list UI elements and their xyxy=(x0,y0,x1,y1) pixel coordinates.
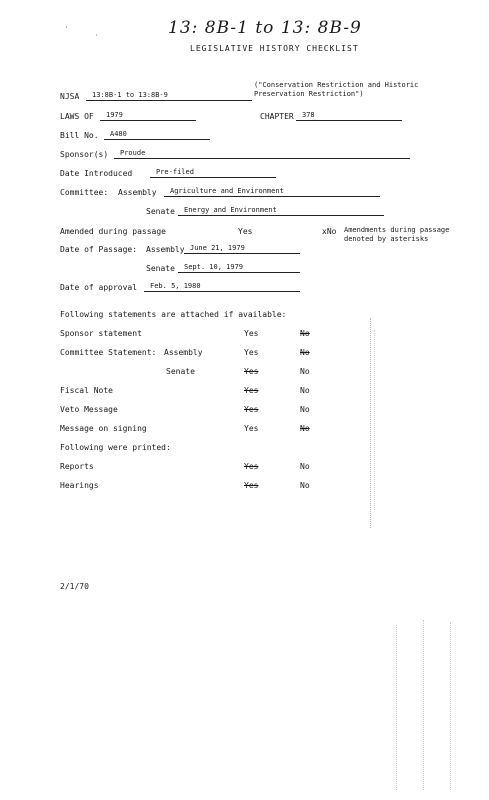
njsa-value: 13:8B-1 to 13:8B-9 xyxy=(86,91,252,101)
committee-label: Committee: xyxy=(60,188,109,197)
njsa-description: ("Conservation Restriction and Historic Preservation Restriction") xyxy=(254,81,419,98)
statement-committee-assembly: Assembly xyxy=(164,348,203,357)
statement-signing-label: Message on signing xyxy=(60,424,147,433)
chapter-label: CHAPTER xyxy=(260,112,294,121)
printed-heading: Following were printed: xyxy=(60,443,171,452)
bill-no-value: A480 xyxy=(104,130,210,140)
date-introduced-label: Date Introduced xyxy=(60,169,133,178)
committee-assembly-label: Assembly xyxy=(118,188,157,197)
committee-assembly-value: Agriculture and Environment xyxy=(164,187,380,197)
printed-hearings-yes: Yes xyxy=(244,481,259,490)
statement-veto-label: Veto Message xyxy=(60,405,118,414)
statement-sponsor-no: No xyxy=(300,329,310,338)
handwritten-title: 13: 8B-1 to 13: 8B-9 xyxy=(168,18,362,38)
statement-veto-yes: Yes xyxy=(244,405,259,414)
statement-committee-senate: Senate xyxy=(166,367,195,376)
laws-of-label: LAWS OF xyxy=(60,112,94,121)
statement-fiscal-label: Fiscal Note xyxy=(60,386,113,395)
passage-assembly-value: June 21, 1979 xyxy=(184,244,300,254)
laws-of-value: 1979 xyxy=(100,111,196,121)
amended-label: Amended during passage xyxy=(60,227,166,236)
printed-reports-no: No xyxy=(300,462,310,471)
statement-veto-no: No xyxy=(300,405,310,414)
amended-yes: Yes xyxy=(238,227,253,236)
passage-assembly-label: Assembly xyxy=(146,245,185,254)
footer-date: 2/1/70 xyxy=(60,582,89,591)
bill-no-label: Bill No. xyxy=(60,131,99,140)
checklist-title: LEGISLATIVE HISTORY CHECKLIST xyxy=(190,44,359,53)
statement-fiscal-yes: Yes xyxy=(244,386,259,395)
printed-reports-yes: Yes xyxy=(244,462,259,471)
printed-hearings-label: Hearings xyxy=(60,481,99,490)
statement-committee-assembly-no: No xyxy=(300,348,310,357)
approval-label: Date of approval xyxy=(60,283,138,292)
statement-committee-assembly-yes: Yes xyxy=(244,348,259,357)
njsa-label: NJSA xyxy=(60,92,80,101)
statement-sponsor-label: Sponsor statement xyxy=(60,329,142,338)
statement-committee-label: Committee Statement: xyxy=(60,348,157,357)
sponsors-value: Proude xyxy=(114,149,410,159)
approval-value: Feb. 5, 1980 xyxy=(144,282,300,292)
statement-committee-senate-yes: Yes xyxy=(244,367,259,376)
amended-note: Amendments during passage denoted by asterisks xyxy=(344,226,450,243)
committee-senate-value: Energy and Environment xyxy=(178,206,384,216)
chapter-value: 378 xyxy=(296,111,402,121)
passage-label: Date of Passage: xyxy=(60,245,138,254)
statement-signing-yes: Yes xyxy=(244,424,259,433)
statement-sponsor-yes: Yes xyxy=(244,329,259,338)
amended-no: xNo xyxy=(322,227,337,236)
statement-fiscal-no: No xyxy=(300,386,310,395)
statement-signing-no: No xyxy=(300,424,310,433)
passage-senate-label: Senate xyxy=(146,264,175,273)
passage-senate-value: Sept. 10, 1979 xyxy=(178,263,300,273)
printed-reports-label: Reports xyxy=(60,462,94,471)
date-introduced-value: Pre-filed xyxy=(150,168,276,178)
attached-heading: Following statements are attached if available: xyxy=(60,310,287,319)
printed-hearings-no: No xyxy=(300,481,310,490)
statement-committee-senate-no: No xyxy=(300,367,310,376)
committee-senate-label: Senate xyxy=(146,207,175,216)
sponsors-label: Sponsor(s) xyxy=(60,150,109,159)
